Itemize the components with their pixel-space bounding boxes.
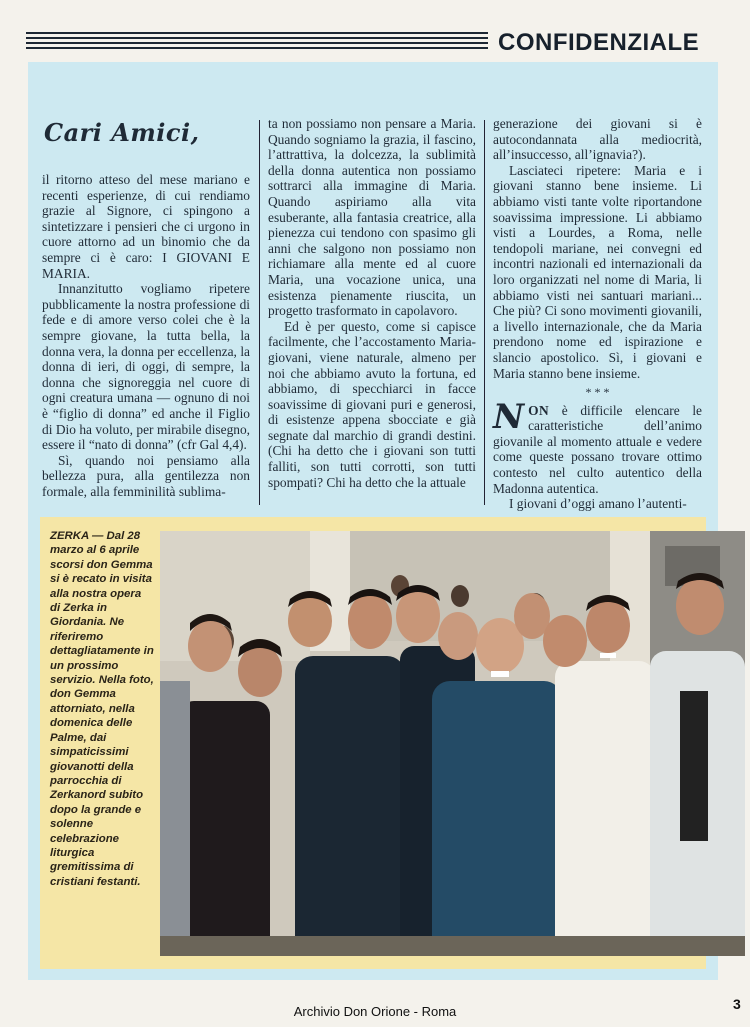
- paragraph: Sì, quando noi pensiamo alla bellezza pura, alla gentilezza non formale, alla femminilità sublima-: [42, 452, 250, 499]
- column-divider: [484, 120, 485, 505]
- drop-cap-lead: ON: [528, 402, 550, 418]
- page-number: 3: [733, 996, 741, 1012]
- group-photo-image: [160, 531, 745, 956]
- paragraph: [493, 396, 702, 497]
- letter-greeting: Cari Amici,: [44, 118, 200, 147]
- paragraph: ta non possiamo non pensare a Maria. Quando sogniamo la grazia, il fascino, l’attrattiva, la dolcezza, la sublimità della donna autentica non possiamo sottrarci alla immagine di Maria. Quando aspiriamo alla vita esuberante, alla fantasia creatrice, alla pienezza cui tendono con spasimo gli anni che salgono non possiamo non richiamare alla mente ed al cuore Maria, una vocazione unica, una esistenza pienamente riuscita, un progetto trasformato in capolavoro.: [268, 116, 476, 319]
- paragraph: Lasciateci ripetere: Maria e i giovani stanno bene insieme. Li abbiamo visti tante volte riportandone soavissima impressione. Li abbiamo visti a Lourdes, a Roma, nelle tendopoli mariane, nei convegni ed incontri nazionali ed internazionali da loro organizzati nel nome di Maria, li abbiamo visti nei santuari mariani... Che più? Ci sono movimenti giovanili, a livello internazionale, che da Maria prendono nome ed ispirazione e slancio apostolico. Sì, i giovani e Maria stanno bene insieme.: [493, 162, 702, 381]
- column-divider: [259, 120, 260, 505]
- letter-column-1: [42, 172, 250, 499]
- paragraph: Ed è per questo, come si capisce facilmente, che l’accostamento Maria-giovani, viene naturale, almeno per noi che abbiamo avuto la fortuna, ed abbiamo, di specchiarci in facce soavissime di giovani puri e generosi, di esistenze appena sbocciate e già segnate dal marchio di grandi destini. (Chi ha detto che i giovani son tutti falliti, son tutti corrotti, son tutti spompati? Chi ha detto che la attuale: [268, 318, 476, 490]
- drop-cap: N: [493, 396, 525, 437]
- section-separator: * * *: [585, 385, 610, 400]
- header-rules: [26, 32, 488, 54]
- letter-column-2: [268, 116, 476, 490]
- paragraph: Innanzitutto vogliamo ripetere pubblicamente la nostra professione di fede e di amore verso colei che è la sempre giovane, la tutta bella, la donna vera, la donna per eccellenza, la donna di ieri, di oggi, di sempre, la donna che signoreggia nel cuore di ogni creatura umana — ognuno di noi è “figlio di donna” ed anche il Figlio di Dio ha voluto, per mirabile disegno, essere il “nato di donna” (cfr Gal 4,4).: [42, 281, 250, 453]
- paragraph: generazione dei giovani si è autocondannata alla mediocrità, all’insuccesso, all’ignavia?).: [493, 116, 702, 163]
- archive-footer: Archivio Don Orione - Roma: [293, 1004, 457, 1019]
- photo-caption: ZERKA — Dal 28 marzo al 6 aprile scorsi don Gemma si è recato in visita alla nostra opera di Zerka in Giordania. Ne riferiremo dettagliatamente in un prossimo servizio. Nella foto, don Gemma attorniato, nella domenica delle Palme, dai simpaticissimi giovanotti della parrocchia di Zerkanord subito dopo la grande e solenne celebrazione liturgica gremitissima di cristiani festanti.: [50, 530, 154, 888]
- paragraph: I giovani d’oggi amano l’autenti-: [509, 496, 687, 512]
- paragraph-text: è difficile elencare le caratteristiche dell’animo giovanile al momento attuale e vedere come queste possano trovare ottimo contesto nel culto autentico della Madonna autentica.: [493, 402, 702, 496]
- paragraph: il ritorno atteso del mese mariano e recenti esperienze, di cui rendiamo grazie al Signore, ci spingono a sintetizzare i pensieri che ci urgono in cuore attorno ad un binomio che da sempre ci è caro: I GIOVANI E MARIA.: [42, 172, 250, 281]
- letter-column-3: [493, 116, 702, 512]
- section-title: CONFIDENZIALE: [498, 29, 700, 56]
- group-photo: [160, 531, 745, 956]
